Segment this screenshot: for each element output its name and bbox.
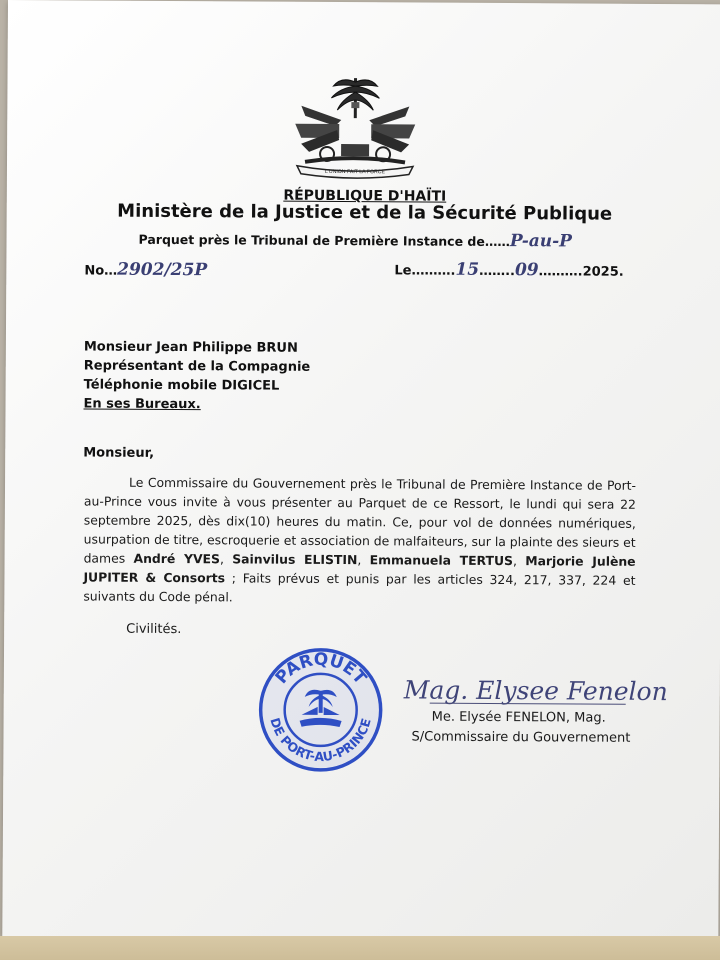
stamp-top-text: PARQUET (271, 649, 371, 689)
signatory-name: Me. Elysée FENELON, Mag. (431, 709, 606, 726)
recipient-name: Monsieur Jean Philippe BRUN (83, 339, 298, 356)
reference-dots: … (104, 263, 118, 279)
complainant-1: André YVES (133, 550, 221, 567)
coat-of-arms-emblem (285, 72, 426, 183)
separator: , (512, 553, 526, 569)
salutation: Monsieur, (83, 445, 155, 461)
complainant-3: Emmanuela TERTUS (369, 552, 514, 569)
signature-text: Mag. Elysee Fenelon (403, 675, 668, 707)
date-dots-b: …….. (479, 263, 516, 280)
complainant-2: Sainvilus ELISTIN (232, 551, 358, 568)
signatory-role: S/Commissaire du Gouvernement (411, 729, 631, 746)
date-line (394, 259, 623, 280)
closing: Civilités. (126, 621, 182, 638)
recipient-company: Téléphonie mobile DIGICEL (83, 377, 280, 394)
body-paragraph (83, 472, 636, 608)
document-page (2, 0, 720, 940)
recipient-block (83, 337, 310, 414)
handwritten-signature (402, 666, 702, 714)
stamp-bottom-text: DE PORT-AU-PRINCE (267, 715, 374, 765)
reference-prefix: No (84, 263, 105, 279)
recipient-title: Représentant de la Compagnie (83, 358, 311, 375)
parquet-line (138, 229, 572, 252)
parquet-stamp (257, 647, 384, 774)
reference-number (84, 259, 207, 280)
republic-heading: RÉPUBLIQUE D'HAÏTI (283, 187, 447, 205)
recipient-location: En ses Bureaux. (83, 396, 201, 413)
separator: , (357, 552, 370, 568)
complainant-4: Marjorie Julène JUPITER & Consorts (83, 553, 636, 586)
body-intro: Le Commissaire du Gouvernement près le Tribunal de Première Instance de Port-au-Prince vous invite à vous présenter au Parquet de ce Ressort, le lundi qui sera 22 septembre 2025, dès dix(10) heures du matin. Ce, pour vol de données numériques, usurpation de titre, escroquerie et association de malfaiteurs, sur la plainte des sieurs et dames (83, 474, 637, 566)
parquet-label: Parquet près le Tribunal de Première Instance de (138, 231, 485, 249)
reference-handwritten: 2902/25P (117, 259, 208, 281)
letter-body (83, 472, 636, 608)
body-outro: ; Faits prévus et punis par les articles 324, 217, 337, 224 et suivants du Code pénal. (83, 570, 636, 605)
parquet-handwritten: P-au-P (509, 231, 573, 252)
date-prefix: Le (394, 263, 412, 279)
parquet-dots: …… (484, 233, 510, 250)
date-dots-c: ………. (538, 264, 583, 280)
ministry-title: Ministère de la Justice et de la Sécurité Publique (117, 200, 613, 225)
date-day-handwritten: 15 (455, 259, 480, 280)
date-year: 2025. (582, 264, 624, 280)
date-dots-a: ………. (411, 263, 456, 279)
date-month-handwritten: 09 (514, 260, 539, 281)
folder-edge (0, 936, 720, 960)
emblem-motto: L'UNION FAIT LA FORCE (324, 168, 385, 176)
separator: , (219, 551, 233, 567)
